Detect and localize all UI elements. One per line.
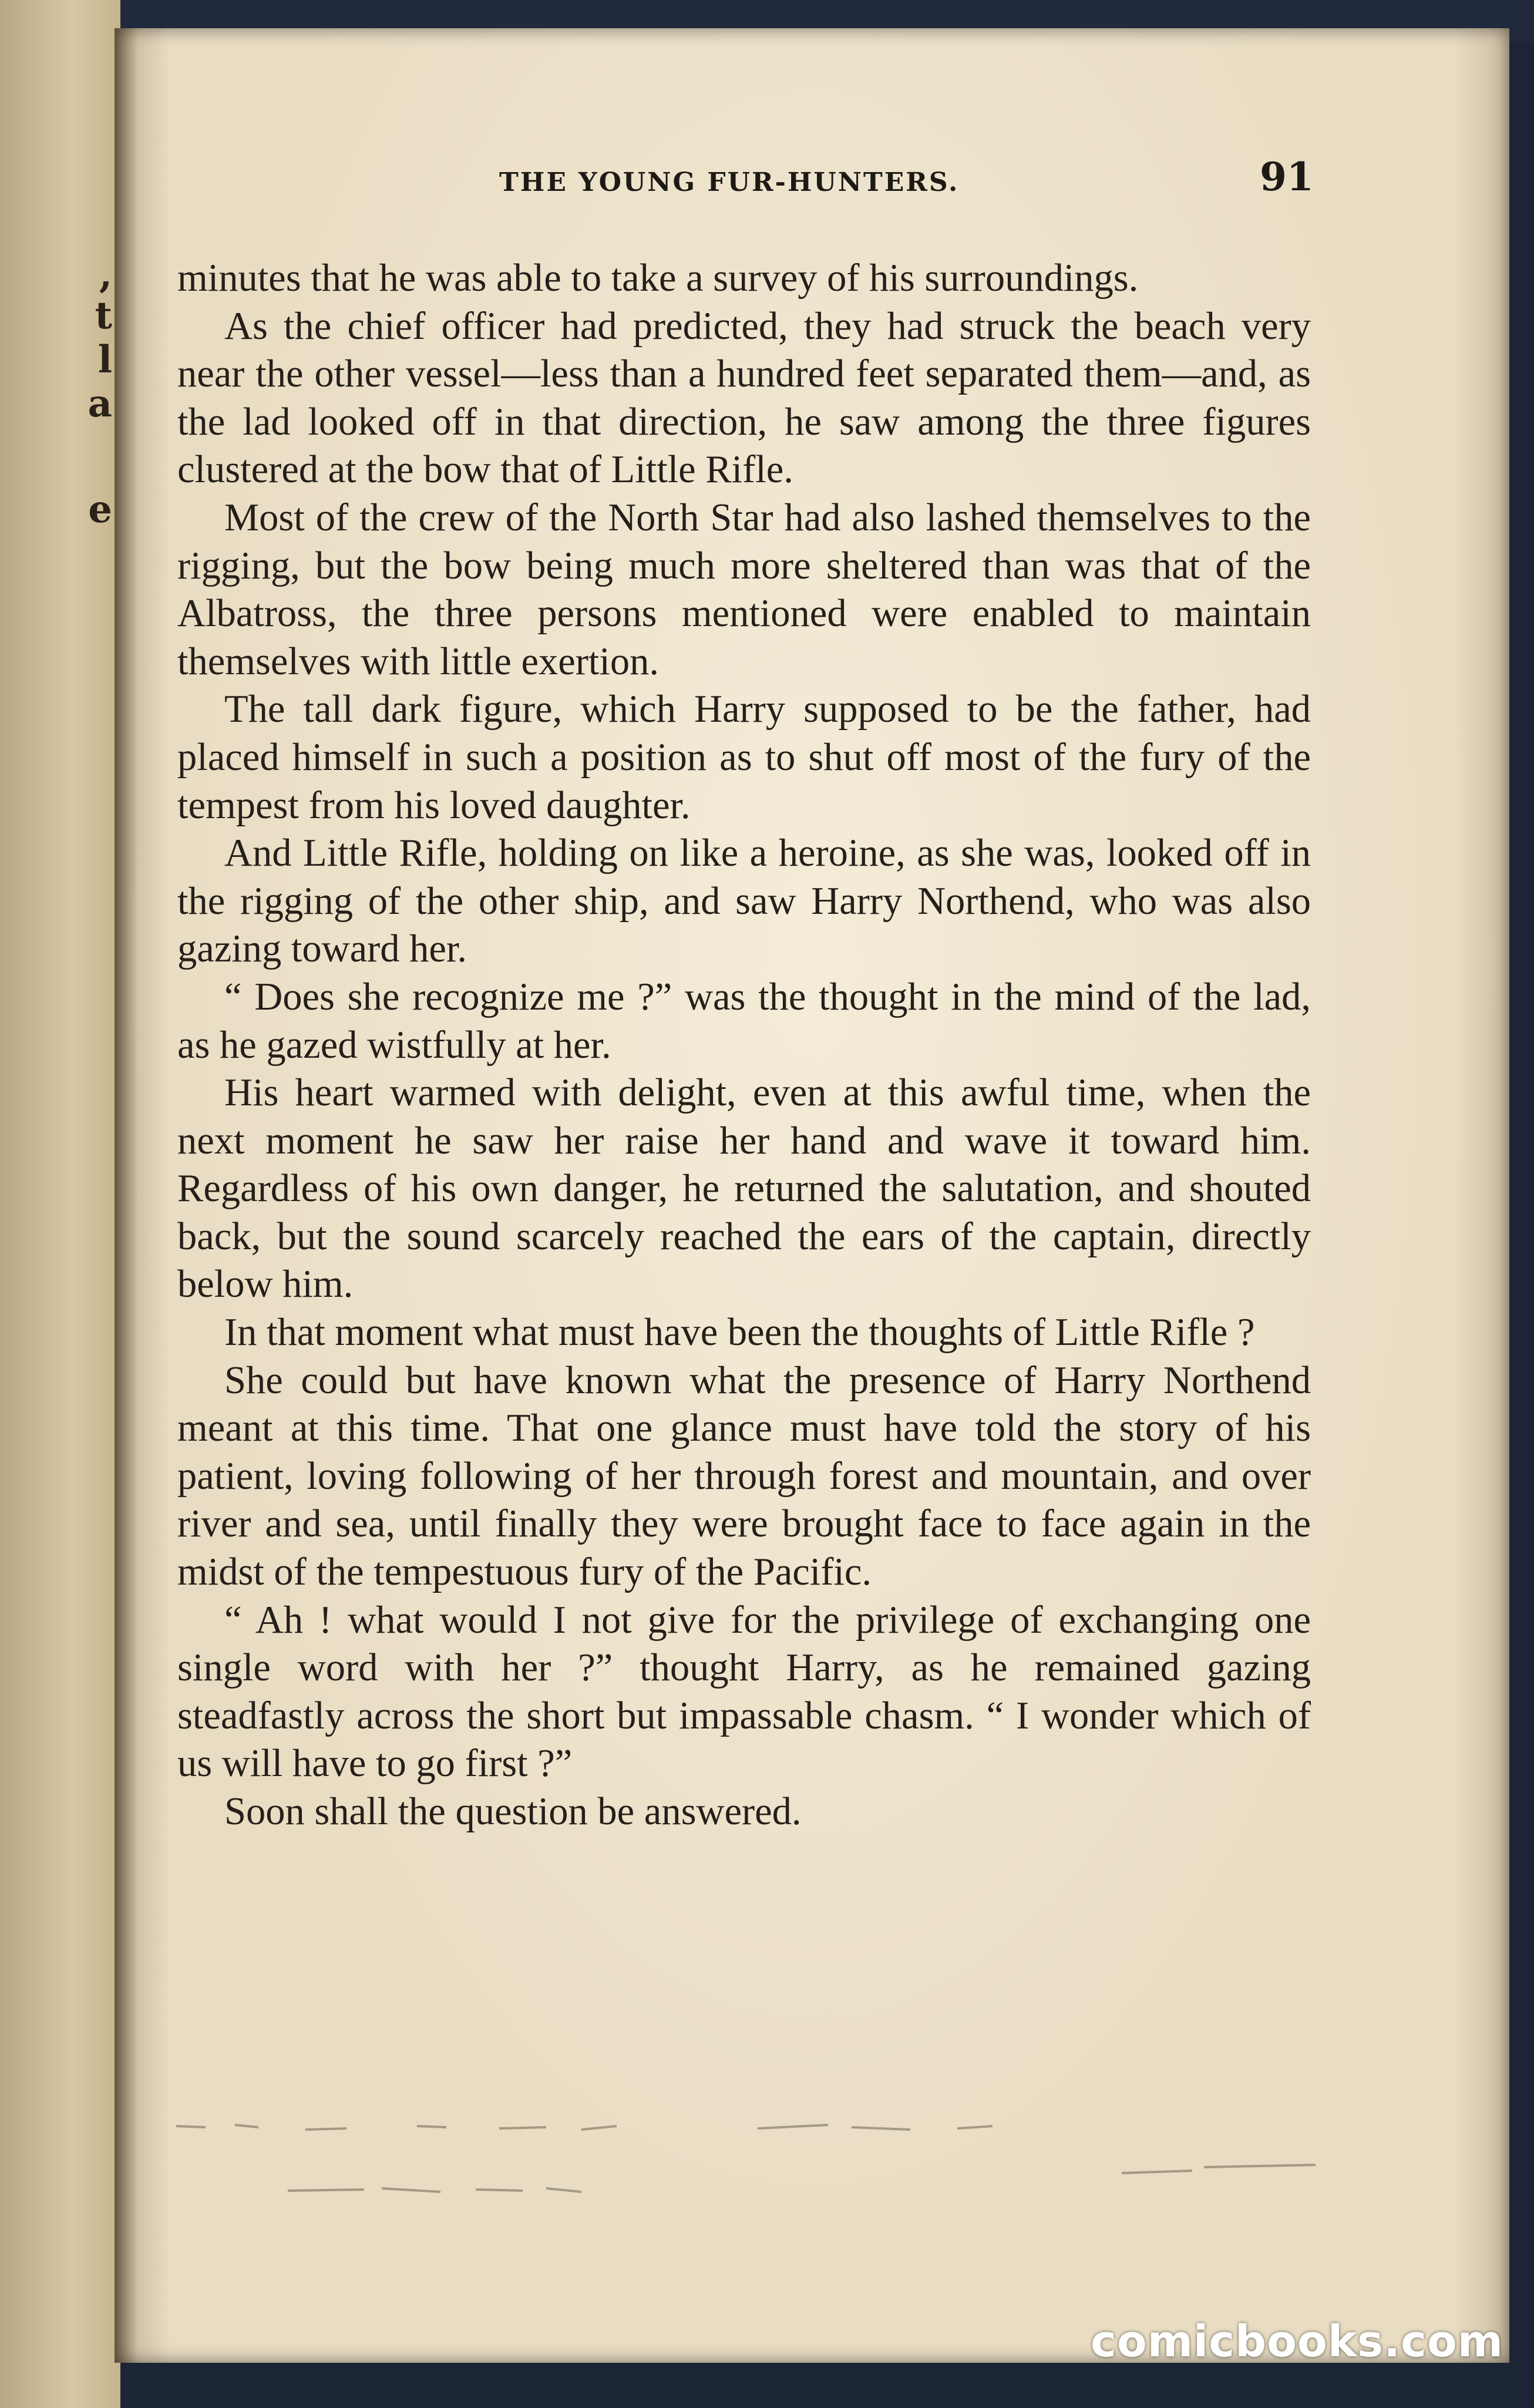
previous-page-fragment: e <box>88 487 112 532</box>
paragraph: Most of the crew of the North Star had also lashed themselves to the rigging, but the bow being much more sheltered than was that of the Albatross, the three persons mentioned were enabled to maintain themselves with little exertion. <box>177 496 1311 683</box>
show-through-marks <box>170 2114 1333 2220</box>
previous-page-fragment: , <box>99 253 112 297</box>
spine-shadow <box>115 28 138 2363</box>
paragraph: “ Ah ! what would I not give for the privilege of exchanging one single word with her ?” thought Harry, as he remained gazing steadfastly across the short but impassable chasm. “ I wonder which of us will have to go first ?” <box>177 1598 1311 1785</box>
paragraph: His heart warmed with delight, even at this awful time, when the next moment he saw her raise her hand and wave it toward him. Regardless of his own danger, he returned the salutation, and shouted back, but the sound scarcely reached the ears of the captain, directly below him. <box>177 1071 1311 1306</box>
previous-page-fragment: t <box>95 294 112 338</box>
running-title: THE YOUNG FUR-HUNTERS. <box>499 167 960 197</box>
paragraph: minutes that he was able to take a survey of his surroundings. <box>177 257 1139 300</box>
paragraph: She could but have known what the presence of Harry Northend meant at this time. That one glance must have told the story of his patient, loving following of her through forest and mountain, and over river and sea, until finally they were brought face to face again in the midst of the tempestuous fury of the Pacific. <box>177 1358 1311 1594</box>
previous-page-fragment: l <box>97 338 112 382</box>
body-text <box>177 254 1311 1836</box>
previous-page-edge <box>0 0 120 2408</box>
paragraph: In that moment what must have been the thoughts of Little Rifle ? <box>224 1311 1255 1354</box>
paragraph: Soon shall the question be answered. <box>224 1790 802 1833</box>
paragraph: As the chief officer had predicted, they had struck the beach very near the other vessel—less than a hundred feet separated them—and, as the lad looked off in that direction, he saw among the three figures clustered at the bow that of Little Rifle. <box>177 304 1311 492</box>
watermark: comicbooks.com <box>1091 2316 1503 2367</box>
page-number: 91 <box>1260 154 1314 200</box>
paragraph: The tall dark figure, which Harry supposed to be the father, had placed himself in such a position as to shut off most of the fury of the tempest from his loved daughter. <box>177 688 1311 827</box>
previous-page-fragment: a <box>88 382 112 426</box>
paragraph: “ Does she recognize me ?” was the thought in the mind of the lad, as he gazed wistfully at her. <box>177 975 1311 1067</box>
paragraph: And Little Rifle, holding on like a heroine, as she was, looked off in the rigging of the other ship, and saw Harry Northend, who was also gazing toward her. <box>177 832 1311 971</box>
